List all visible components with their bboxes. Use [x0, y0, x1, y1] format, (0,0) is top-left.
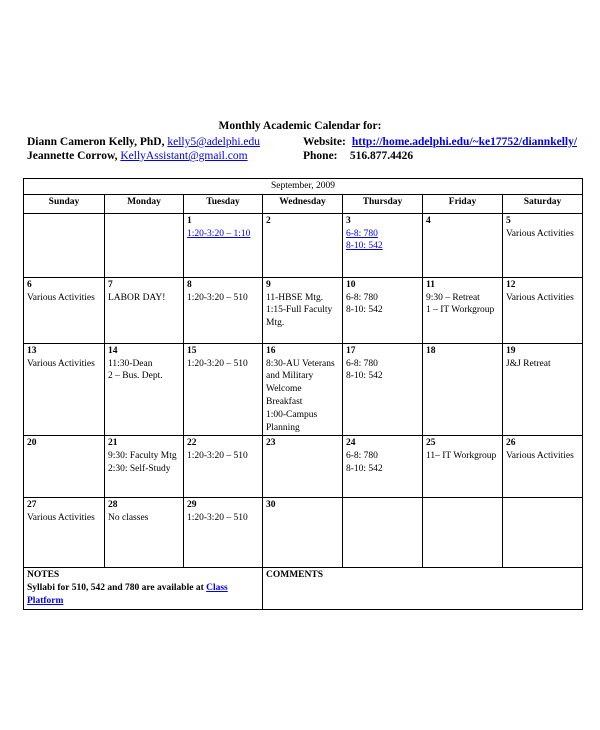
- weekday-saturday: Saturday: [503, 194, 583, 213]
- calendar-day-cell: [184, 498, 263, 568]
- comments-cell: [263, 568, 583, 609]
- calendar-day-cell: [423, 343, 503, 436]
- calendar-event: 11-HBSE Mtg.: [266, 292, 324, 303]
- day-number: 10: [346, 279, 356, 290]
- calendar-day-cell: [24, 213, 105, 277]
- calendar-day-cell: [423, 213, 503, 277]
- calendar-event: 9:30: Faculty Mtg: [108, 451, 177, 462]
- calendar-event: 1:00-Campus Planning: [266, 409, 318, 433]
- website-link[interactable]: http://home.adelphi.edu/~ke17752/diannkelly/: [351, 136, 578, 148]
- phone-line: [303, 149, 577, 163]
- calendar-event: Various Activities: [27, 513, 95, 524]
- weekday-friday: Friday: [423, 194, 503, 213]
- website-line: [303, 135, 577, 149]
- contact-info: [27, 135, 260, 163]
- calendar-day-cell: [503, 213, 583, 277]
- calendar-day-cell: [24, 436, 105, 498]
- day-number: 26: [506, 438, 516, 449]
- phone-value: 516.877.4426: [349, 150, 414, 162]
- weekday-thursday: Thursday: [343, 194, 423, 213]
- calendar-day-cell: [105, 277, 184, 343]
- notes-cell: [24, 568, 263, 609]
- day-number: 12: [506, 279, 516, 290]
- weekday-tuesday: Tuesday: [184, 194, 263, 213]
- day-number: 9: [266, 279, 271, 290]
- calendar-event: 6-8: 780: [346, 358, 378, 369]
- calendar-day-cell: [503, 343, 583, 436]
- notes-text: Syllabi for 510, 542 and 780 are available at: [27, 583, 207, 594]
- calendar-table: [23, 178, 583, 610]
- calendar-event: 1:20-3:20 – 510: [187, 451, 248, 462]
- calendar-event: LABOR DAY!: [108, 292, 166, 303]
- day-number: 29: [187, 500, 197, 511]
- calendar-day-cell: [105, 436, 184, 498]
- notes-title: NOTES: [27, 570, 60, 581]
- calendar-event[interactable]: 1:20-3:20 – 1:10: [187, 228, 251, 239]
- calendar-week: [24, 436, 583, 498]
- calendar-day-cell: [423, 436, 503, 498]
- person2-email-link[interactable]: KellyAssistant@gmail.com: [120, 150, 248, 162]
- calendar-day-cell: [263, 277, 343, 343]
- calendar-event: 6-8: 780: [346, 292, 378, 303]
- calendar-event: 8-10: 542: [346, 371, 383, 382]
- notes-row: [24, 568, 583, 609]
- calendar-day-cell: [343, 498, 423, 568]
- day-number: 7: [108, 279, 113, 290]
- class-platform-link[interactable]: Class Platform: [27, 583, 228, 606]
- calendar-event: 2:30: Self-Study: [108, 463, 171, 474]
- website-label: Website:: [303, 136, 346, 148]
- calendar-day-cell: [184, 213, 263, 277]
- calendar-day-cell: [343, 277, 423, 343]
- calendar-day-cell: [343, 213, 423, 277]
- calendar-event: 11– IT Workgroup: [426, 451, 497, 462]
- website-phone: [303, 135, 577, 163]
- day-number: 2: [266, 215, 271, 226]
- day-number: 27: [27, 500, 37, 511]
- calendar-event: 6-8: 780: [346, 451, 378, 462]
- day-number: 28: [108, 500, 118, 511]
- calendar-body: [24, 213, 583, 568]
- day-number: 4: [426, 215, 431, 226]
- calendar-day-cell: [184, 343, 263, 436]
- weekday-sunday: Sunday: [24, 194, 105, 213]
- weekday-header-row: [24, 194, 583, 213]
- day-number: 11: [426, 279, 435, 290]
- day-number: 14: [108, 345, 118, 356]
- calendar-event: J&J Retreat: [506, 358, 551, 369]
- calendar-month: September, 2009: [24, 179, 583, 195]
- page-title: Monthly Academic Calendar for:: [218, 120, 382, 132]
- day-number: 16: [266, 345, 276, 356]
- comments-title: COMMENTS: [266, 570, 323, 581]
- calendar-day-cell: [24, 277, 105, 343]
- person1-name: Diann Cameron Kelly, PhD,: [27, 136, 168, 148]
- calendar-event: 2 – Bus. Dept.: [108, 371, 163, 382]
- calendar-event: Various Activities: [27, 358, 95, 369]
- day-number: 25: [426, 438, 436, 449]
- day-number: 17: [346, 345, 356, 356]
- day-number: 15: [187, 345, 197, 356]
- calendar-day-cell: [343, 343, 423, 436]
- calendar-day-cell: [24, 498, 105, 568]
- day-number: 22: [187, 438, 197, 449]
- person1-email-link[interactable]: kelly5@adelphi.edu: [167, 136, 261, 148]
- day-number: 1: [187, 215, 192, 226]
- calendar-event: 8-10: 542: [346, 463, 383, 474]
- weekday-wednesday: Wednesday: [263, 194, 343, 213]
- calendar-event: Various Activities: [27, 292, 95, 303]
- day-number: 24: [346, 438, 356, 449]
- day-number: 8: [187, 279, 192, 290]
- day-number: 3: [346, 215, 351, 226]
- day-number: 5: [506, 215, 511, 226]
- day-number: 23: [266, 438, 276, 449]
- day-number: 13: [27, 345, 37, 356]
- calendar-day-cell: [184, 436, 263, 498]
- day-number: 18: [426, 345, 436, 356]
- weekday-monday: Monday: [105, 194, 184, 213]
- calendar-event: 9:30 – Retreat: [426, 292, 480, 303]
- calendar-day-cell: [263, 436, 343, 498]
- day-number: 20: [27, 438, 37, 449]
- calendar-day-cell: [423, 498, 503, 568]
- phone-label: Phone:: [303, 150, 338, 162]
- calendar-day-cell: [184, 277, 263, 343]
- calendar-week: [24, 498, 583, 568]
- calendar-day-cell: [105, 213, 184, 277]
- calendar-day-cell: [343, 436, 423, 498]
- calendar-event: 1:20-3:20 – 510: [187, 513, 248, 524]
- calendar-day-cell: [105, 343, 184, 436]
- calendar-day-cell: [105, 498, 184, 568]
- calendar-week: [24, 213, 583, 277]
- calendar-event: 1:20-3:20 – 510: [187, 358, 248, 369]
- calendar-event: 8:30-AU Veterans and Military Welcome Breakfast: [266, 358, 335, 407]
- calendar-event[interactable]: 8-10: 542: [346, 241, 383, 252]
- calendar-event: 8-10: 542: [346, 305, 383, 316]
- day-number: 6: [27, 279, 32, 290]
- calendar-day-cell: [24, 343, 105, 436]
- calendar-event: Various Activities: [506, 228, 574, 239]
- calendar-week: [24, 277, 583, 343]
- person2-name: Jeannette Corrow,: [27, 150, 121, 162]
- calendar-day-cell: [503, 436, 583, 498]
- calendar-week: [24, 343, 583, 436]
- calendar-event: 1:20-3:20 – 510: [187, 292, 248, 303]
- calendar-day-cell: [503, 277, 583, 343]
- calendar-day-cell: [263, 213, 343, 277]
- day-number: 30: [266, 500, 276, 511]
- calendar-day-cell: [423, 277, 503, 343]
- calendar-day-cell: [263, 343, 343, 436]
- day-number: 19: [506, 345, 516, 356]
- calendar-day-cell: [263, 498, 343, 568]
- calendar-event: No classes: [108, 513, 149, 524]
- calendar-event: Various Activities: [506, 292, 574, 303]
- calendar-event: 1 – IT Workgroup: [426, 305, 495, 316]
- calendar-event: Various Activities: [506, 451, 574, 462]
- calendar-event[interactable]: 6-8: 780: [346, 228, 378, 239]
- person2-line: [27, 149, 260, 163]
- calendar-day-cell: [503, 498, 583, 568]
- person1-line: [27, 135, 260, 149]
- day-number: 21: [108, 438, 118, 449]
- calendar-event: 1:15-Full Faculty Mtg.: [266, 305, 333, 329]
- calendar-event: 11:30-Dean: [108, 358, 153, 369]
